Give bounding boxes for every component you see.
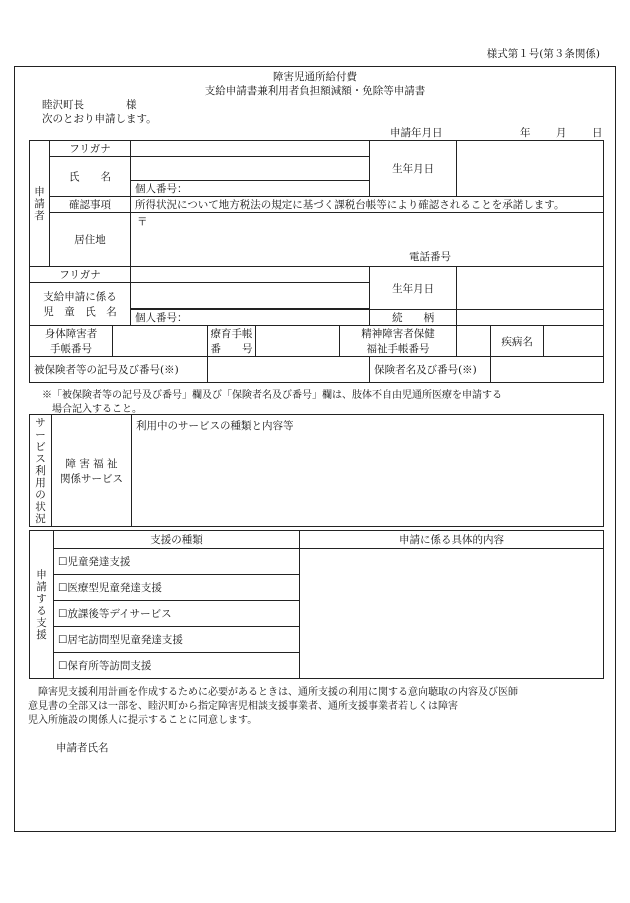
physical-handbook-field[interactable] (113, 326, 208, 357)
child-birth-label: 生年月日 (370, 267, 457, 310)
insurer-field[interactable] (491, 357, 604, 383)
confirm-label: 確認事項 (50, 197, 131, 213)
child-birth-field[interactable] (457, 267, 604, 310)
support-side-label: 申請する支援 (30, 531, 54, 679)
disease-field[interactable] (544, 326, 604, 357)
applicant-name-field[interactable] (131, 157, 370, 181)
support-option-hoikusho[interactable]: ☐保育所等訪問支援 (54, 653, 300, 679)
addressee: 睦沢町長 様 (42, 99, 137, 111)
form-title-line2: 支給申請書兼利用者負担額減額・免除等申請書 (204, 85, 426, 97)
support-option-jidou[interactable]: ☐児童発達支援 (54, 549, 300, 575)
date-label: 申請年月日 (390, 127, 443, 139)
support-option-kyotaku[interactable]: ☐居宅訪問型児童発達支援 (54, 627, 300, 653)
date-month-label: 月 (556, 127, 567, 139)
note-line1: ※「被保険者等の記号及び番号」欄及び「保険者名及び番号」欄は、肢体不自由児通所医療を申請する (42, 390, 502, 401)
service-table (29, 414, 604, 527)
support-table (29, 530, 604, 679)
applicant-side-label: 申請者 (30, 141, 50, 267)
date-day-label: 日 (592, 127, 603, 139)
applicant-furigana-field[interactable] (131, 141, 370, 157)
applicant-kojin[interactable]: 個人番号： (131, 181, 370, 197)
insured-number-field[interactable] (208, 357, 370, 383)
child-furigana-field[interactable] (131, 267, 370, 283)
phone-label: 電話番号 (409, 251, 452, 263)
support-detail-header: 申請に係る具体的内容 (300, 531, 604, 549)
postal-mark: 〒 (137, 216, 148, 228)
insured-number-label: 被保険者等の記号及び番号(※) (30, 357, 208, 383)
child-name-label: 支給申請に係る 児 童 氏 名 (30, 283, 131, 326)
applicant-furigana-label: フリガナ (50, 141, 131, 157)
address-field[interactable] (131, 213, 604, 267)
relation-field[interactable] (457, 310, 604, 326)
physical-handbook-label: 身体障害者 手帳番号 (30, 326, 113, 357)
consent-line3: 児入所施設の関係人に提示することに同意します。 (28, 715, 258, 726)
service-content[interactable] (132, 415, 604, 527)
date-year-label: 年 (520, 127, 531, 139)
support-option-iryougata[interactable]: ☐医療型児童発達支援 (54, 575, 300, 601)
service-side-label: サービス利用の状況 (30, 415, 52, 527)
applicant-table (29, 140, 604, 383)
support-option-houkago[interactable]: ☐放課後等デイサービス (54, 601, 300, 627)
consent-line2: 意見書の全部又は一部を、睦沢町から指定障害児相談支援事業者、通所支援事業者若しくは障害 (28, 701, 458, 712)
support-detail-field[interactable] (300, 549, 604, 679)
applicant-birth-field[interactable] (457, 141, 604, 197)
address-label: 居住地 (50, 213, 131, 267)
insurer-label: 保険者名及び番号(※) (370, 357, 491, 383)
mental-handbook-label: 精神障害者保健 福祉手帳番号 (340, 326, 457, 357)
applicant-birth-label: 生年月日 (370, 141, 457, 197)
mental-handbook-field[interactable] (457, 326, 491, 357)
relation-label: 続 柄 (370, 310, 457, 326)
note-line2: 場合記入すること。 (42, 404, 142, 415)
signature-label: 申請者氏名 (56, 742, 109, 754)
child-furigana-label: フリガナ (30, 267, 131, 283)
disease-label: 疾病名 (491, 326, 544, 357)
ryoiku-handbook-label: 療育手帳 番 号 (208, 326, 256, 357)
service-content-label: 利用中のサービスの種類と内容等 (136, 420, 294, 432)
service-category-label: 障 害 福 祉 関係サービス (52, 415, 132, 527)
child-kojin[interactable]: 個人番号： (131, 310, 370, 326)
ryoiku-handbook-field[interactable] (256, 326, 340, 357)
support-type-header: 支援の種類 (54, 531, 300, 549)
consent-line1: 障害児支援利用計画を作成するために必要があるときは、通所支援の利用に関する意向聴取の内容及び医師 (28, 687, 518, 698)
applicant-name-label: 氏 名 (50, 157, 131, 197)
confirm-text: 所得状況について地方税法の規定に基づく課税台帳等により確認されることを承諾します。 (131, 197, 604, 213)
form-number: 様式第１号(第３条関係) (486, 48, 600, 60)
intro-text: 次のとおり申請します。 (42, 113, 157, 125)
child-name-field[interactable] (131, 283, 370, 309)
form-title-line1: 障害児通所給付費 (273, 71, 357, 83)
